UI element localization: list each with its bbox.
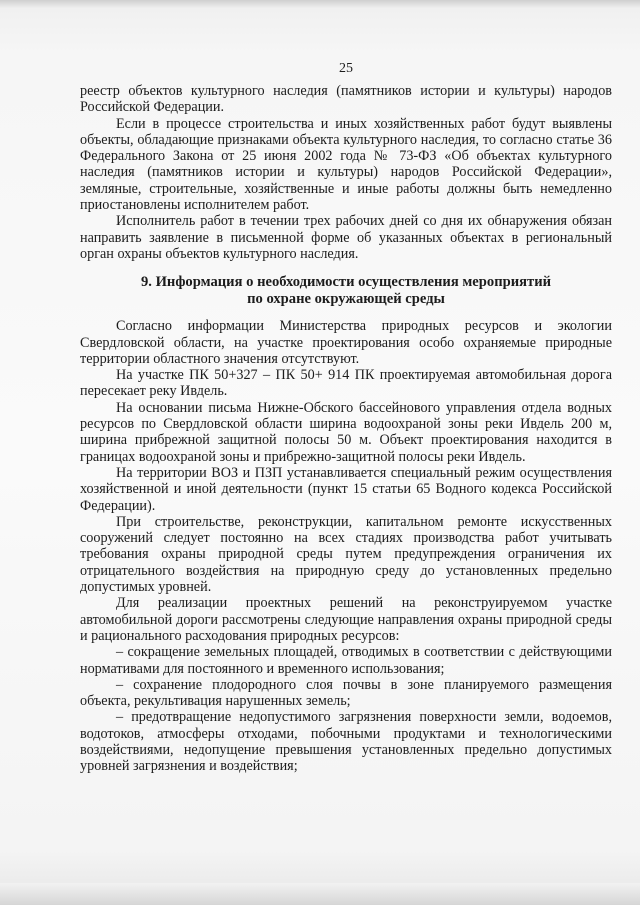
list-item: – сокращение земельных площадей, отводимых в соответствии с действующими нормативами для постоянного и временного использования; <box>80 644 612 677</box>
section-heading <box>80 274 612 308</box>
paragraph: На участке ПК 50+327 – ПК 50+ 914 ПК проектируемая автомобильная дорога пересекает реку Ивдель. <box>80 367 612 400</box>
paragraph: При строительстве, реконструкции, капитальном ремонте искусственных сооружений следует постоянно на всех стадиях производства работ учитывать требования охраны природной среды путем предупреждения ограничения их отрицательного воздействия на природную среду до установленных предельно допустимых уровней. <box>80 513 612 596</box>
paragraph: На основании письма Нижне-Обского бассейнового управления отдела водных ресурсов по Свердловской области ширина водоохраной зоны реки Ивдель 200 м, ширина прибрежной защитной полосы 50 м. Объект проектирования находится в границах водоохраной зоны и прибрежно-защитной полосы реки Ивдель. <box>80 399 612 465</box>
paragraph: На территории ВОЗ и ПЗП устанавливается специальный режим осуществления хозяйственной и иной деятельности (пункт 15 статьи 65 Водного кодекса Российской Федерации). <box>80 464 612 514</box>
paragraph: Исполнитель работ в течении трех рабочих дней со дня их обнаружения обязан направить заявление в письменной форме об указанных объектах в региональный орган охраны объектов культурного наследия. <box>80 213 612 262</box>
list-item: – сохранение плодородного слоя почвы в зоне планируемого размещения объекта, рекультивация нарушенных земель; <box>80 676 612 710</box>
page-content <box>80 60 612 775</box>
paragraph: Если в процессе строительства и иных хозяйственных работ будут выявлены объекты, обладающие признаками объекта культурного наследия, то согласно статье 36 Федерального Закона от 25 июня 2002 года № 73-ФЗ «Об объектах культурного наследия (памятников истории и культуры) народов Российской Федерации», земляные, строительные, хозяйственные и иные работы должны быть немедленно приостановлены исполнителем работ. <box>80 115 612 214</box>
section-heading-line: 9. Информация о необходимости осуществления мероприятий <box>140 274 552 291</box>
paragraph: Согласно информации Министерства природных ресурсов и экологии Свердловской области, на участке проектирования особо охраняемые природные территории областного значения отсутствуют. <box>80 318 612 367</box>
scan-top-edge <box>0 0 640 8</box>
scan-bottom-edge <box>0 883 640 905</box>
list-item: – предотвращение недопустимого загрязнения поверхности земли, водоемов, водотоков, атмосферы отходами, побочными продуктами и технологическими воздействиями, недопущение превышения установленных предельно допустимых уровней загрязнения и воздействия; <box>80 709 612 775</box>
paragraph: реестр объектов культурного наследия (памятников истории и культуры) народов Российской Федерации. <box>80 83 612 116</box>
page-number: 25 <box>339 61 353 76</box>
paragraph: Для реализации проектных решений на реконструируемом участке автомобильной дороги рассмотрены следующие направления охраны природной среды и рационального расходования природных ресурсов: <box>80 595 612 644</box>
section-heading-line: по охране окружающей среды <box>247 291 445 308</box>
